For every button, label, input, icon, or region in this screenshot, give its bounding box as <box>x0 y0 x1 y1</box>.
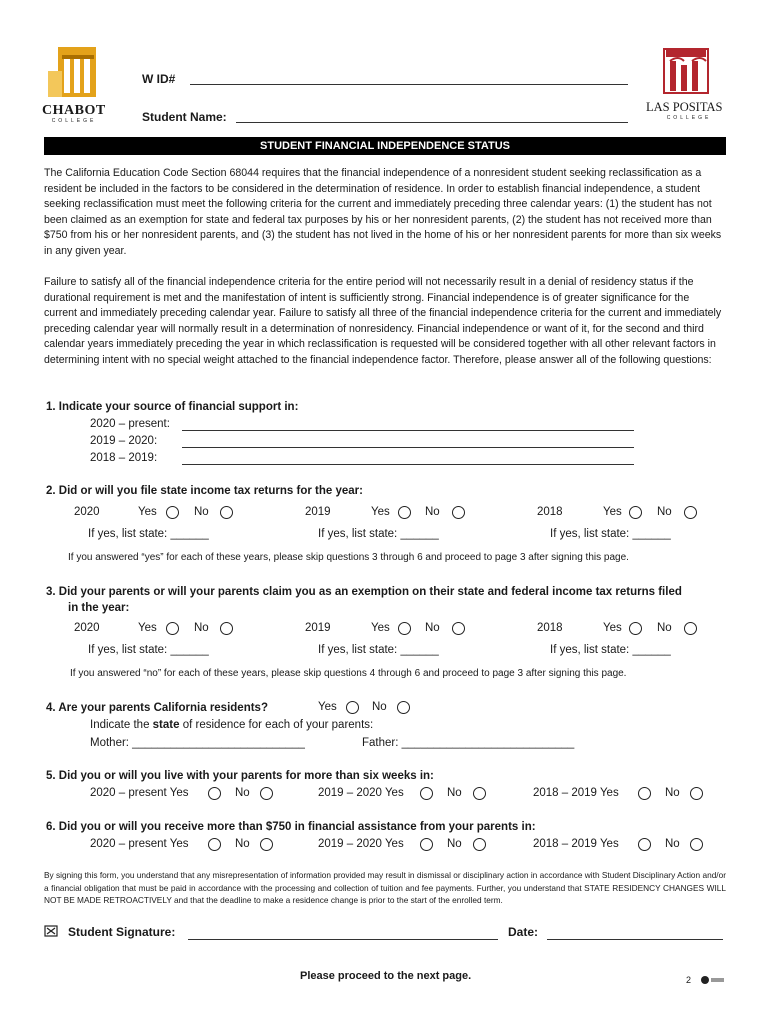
date-label: Date: <box>508 925 539 939</box>
q2-if-yes-2019: If yes, list state: ______ <box>318 528 439 540</box>
q2-2020-yes-radio[interactable] <box>166 506 179 519</box>
q1-row-label: 2019 – 2020: <box>90 435 158 447</box>
q3-no-label: No <box>657 622 672 634</box>
wid-field[interactable] <box>190 84 628 85</box>
q4-mother-field[interactable]: Mother: ___________________________ <box>90 737 305 749</box>
q5-title: 5. Did you or will you live with your parents for more than six weeks in: <box>46 770 434 782</box>
q6-2018-no-radio[interactable] <box>690 838 703 851</box>
q3-year-label: 2019 <box>305 622 331 634</box>
q5-no-label: No <box>665 787 680 799</box>
las-positas-logo-subtext: COLLEGE <box>666 115 712 121</box>
q5-no-label: No <box>447 787 462 799</box>
q2-title: 2. Did or will you file state income tax returns for the year: <box>46 485 363 497</box>
las-positas-logo <box>648 45 730 125</box>
q1-title: 1. Indicate your source of financial support in: <box>46 401 299 413</box>
q5-2020-yes-radio[interactable] <box>208 787 221 800</box>
q3-yes-label: Yes <box>603 622 622 634</box>
q5-2019-yes-radio[interactable] <box>420 787 433 800</box>
q1-field-2020[interactable] <box>182 430 634 431</box>
chabot-emblem-icon <box>44 45 104 100</box>
wid-label: W ID# <box>142 72 176 86</box>
q2-if-yes-2020: If yes, list state: ______ <box>88 528 209 540</box>
signature-field[interactable] <box>188 939 498 940</box>
q4-title: 4. Are your parents California residents? <box>46 702 268 714</box>
q6-2020-yes-radio[interactable] <box>208 838 221 851</box>
q6-2018-yes-radio[interactable] <box>638 838 651 851</box>
q6-period-label: 2020 – present Yes <box>90 838 189 850</box>
q3-yes-label: Yes <box>371 622 390 634</box>
q2-2018-yes-radio[interactable] <box>629 506 642 519</box>
las-positas-logo-text: LAS POSITAS <box>646 100 723 114</box>
q3-2020-yes-radio[interactable] <box>166 622 179 635</box>
q5-period-label: 2018 – 2019 Yes <box>533 787 619 799</box>
q3-no-label: No <box>425 622 440 634</box>
q6-title: 6. Did you or will you receive more than $750 in financial assistance from your parents in: <box>46 821 536 833</box>
q3-skip-note: If you answered “no” for each of these years, please skip questions 4 through 6 and proceed to page 3 after signing this page. <box>70 668 627 679</box>
q6-period-label: 2018 – 2019 Yes <box>533 838 619 850</box>
signature-x-icon <box>44 924 58 938</box>
q6-2019-no-radio[interactable] <box>473 838 486 851</box>
q1-row-label: 2020 – present: <box>90 418 170 430</box>
footer-logo-icon <box>700 974 726 986</box>
signature-label: Student Signature: <box>68 925 176 939</box>
q6-no-label: No <box>235 838 250 850</box>
q5-2019-no-radio[interactable] <box>473 787 486 800</box>
disclaimer-text: By signing this form, you understand that any misrepresentation of information provided may result in dismissal or disciplinary action in accordance with Student Disciplinary Action and/or a financial obligation that must be paid in accordance with the processing and collection of tuition and fee payments. Further, you understand that STATE RESIDENCY CHANGES WILL NOT BE MADE RETROACTIVELY and that the deadline to make a residence change is prior to the start of the enrolled term. <box>44 870 726 905</box>
q5-period-label: 2020 – present Yes <box>90 787 189 799</box>
chabot-logo-text: CHABOT <box>42 103 106 118</box>
q2-2020-no-radio[interactable] <box>220 506 233 519</box>
q2-no-label: No <box>657 506 672 518</box>
q2-year-label: 2019 <box>305 506 331 518</box>
q5-2020-no-radio[interactable] <box>260 787 273 800</box>
q3-2020-no-radio[interactable] <box>220 622 233 635</box>
q3-no-label: No <box>194 622 209 634</box>
q3-title-line-2: in the year: <box>68 602 130 614</box>
q2-skip-note: If you answered “yes” for each of these years, please skip questions 3 through 6 and proceed to page 3 after signing this page. <box>68 552 629 563</box>
student-name-label: Student Name: <box>142 110 227 124</box>
q2-no-label: No <box>194 506 209 518</box>
q6-2019-yes-radio[interactable] <box>420 838 433 851</box>
q3-2018-yes-radio[interactable] <box>629 622 642 635</box>
q1-field-2019[interactable] <box>182 447 634 448</box>
q6-no-label: No <box>665 838 680 850</box>
form-title: STUDENT FINANCIAL INDEPENDENCE STATUS <box>44 137 726 155</box>
q6-2020-no-radio[interactable] <box>260 838 273 851</box>
q4-no-radio[interactable] <box>397 701 410 714</box>
q1-field-2018[interactable] <box>182 464 634 465</box>
q4-yes-label: Yes <box>318 701 337 713</box>
q2-2018-no-radio[interactable] <box>684 506 697 519</box>
q3-if-yes-2019: If yes, list state: ______ <box>318 644 439 656</box>
page-number: 2 <box>686 975 692 985</box>
q5-no-label: No <box>235 787 250 799</box>
q5-2018-yes-radio[interactable] <box>638 787 651 800</box>
q2-no-label: No <box>425 506 440 518</box>
q5-2018-no-radio[interactable] <box>690 787 703 800</box>
q6-period-label: 2019 – 2020 Yes <box>318 838 404 850</box>
q2-yes-label: Yes <box>138 506 157 518</box>
q6-no-label: No <box>447 838 462 850</box>
q4-indicate-text: Indicate the state of residence for each of your parents: <box>90 719 374 731</box>
q3-yes-label: Yes <box>138 622 157 634</box>
intro-paragraph-2: Failure to satisfy all of the financial independence criteria for the entire period will not necessarily result in a denial of residency status if the durational requirement is met and the manifestation of intent is sufficiently strong. Financial independence is of greater significance for the current and immediately preceding calendar year. Failure to satisfy all three of the financial independence criteria for the current and immediately preceding calendar year will normally result in a determination of nonresidency. Financial independence or want of it, for the second and third calendar years immediately preceding the year in which reclassification is requested will be considered together with all other relevant factors in determining intent with no special weight attached to the financial independence factor. Therefore, please answer all of the following questions: <box>44 276 722 366</box>
intro-paragraph-1: The California Education Code Section 68044 requires that the financial independence of a nonresident student seeking reclassification as a resident be included in the factors to be considered in the determination of residence. In order to establish financial independence, a student seeking reclassification must meet the following criteria for the current and immediately preceding three calendar years: (1) the student has not been claimed as an exemption for state and federal tax purposes by his or her nonresident parents, (2) the student has not received more than $750 from his or her nonresident parents, and (3) the student has not lived in the home of his or her nonresident parents for more than six weeks in any given year. <box>44 167 722 257</box>
q2-year-label: 2018 <box>537 506 563 518</box>
q1-row-label: 2018 – 2019: <box>90 452 158 464</box>
q4-father-field[interactable]: Father: ___________________________ <box>362 737 575 749</box>
student-name-field[interactable] <box>236 122 628 123</box>
las-positas-emblem-icon <box>648 45 728 97</box>
q2-2019-no-radio[interactable] <box>452 506 465 519</box>
q2-2019-yes-radio[interactable] <box>398 506 411 519</box>
chabot-logo-subtext: COLLEGE <box>51 118 97 124</box>
q3-2019-yes-radio[interactable] <box>398 622 411 635</box>
q5-period-label: 2019 – 2020 Yes <box>318 787 404 799</box>
q3-if-yes-2018: If yes, list state: ______ <box>550 644 671 656</box>
q3-2018-no-radio[interactable] <box>684 622 697 635</box>
q3-year-label: 2020 <box>74 622 100 634</box>
q4-no-label: No <box>372 701 387 713</box>
q2-year-label: 2020 <box>74 506 100 518</box>
proceed-text: Please proceed to the next page. <box>300 970 472 982</box>
q2-if-yes-2018: If yes, list state: ______ <box>550 528 671 540</box>
q3-if-yes-2020: If yes, list state: ______ <box>88 644 209 656</box>
q2-yes-label: Yes <box>371 506 390 518</box>
chabot-logo <box>44 45 104 125</box>
q4-yes-radio[interactable] <box>346 701 359 714</box>
date-field[interactable] <box>547 939 723 940</box>
q3-title: 3. Did your parents or will your parents claim you as an exemption on their state and federal income tax returns filed <box>46 586 682 598</box>
q3-year-label: 2018 <box>537 622 563 634</box>
q3-2019-no-radio[interactable] <box>452 622 465 635</box>
q2-yes-label: Yes <box>603 506 622 518</box>
